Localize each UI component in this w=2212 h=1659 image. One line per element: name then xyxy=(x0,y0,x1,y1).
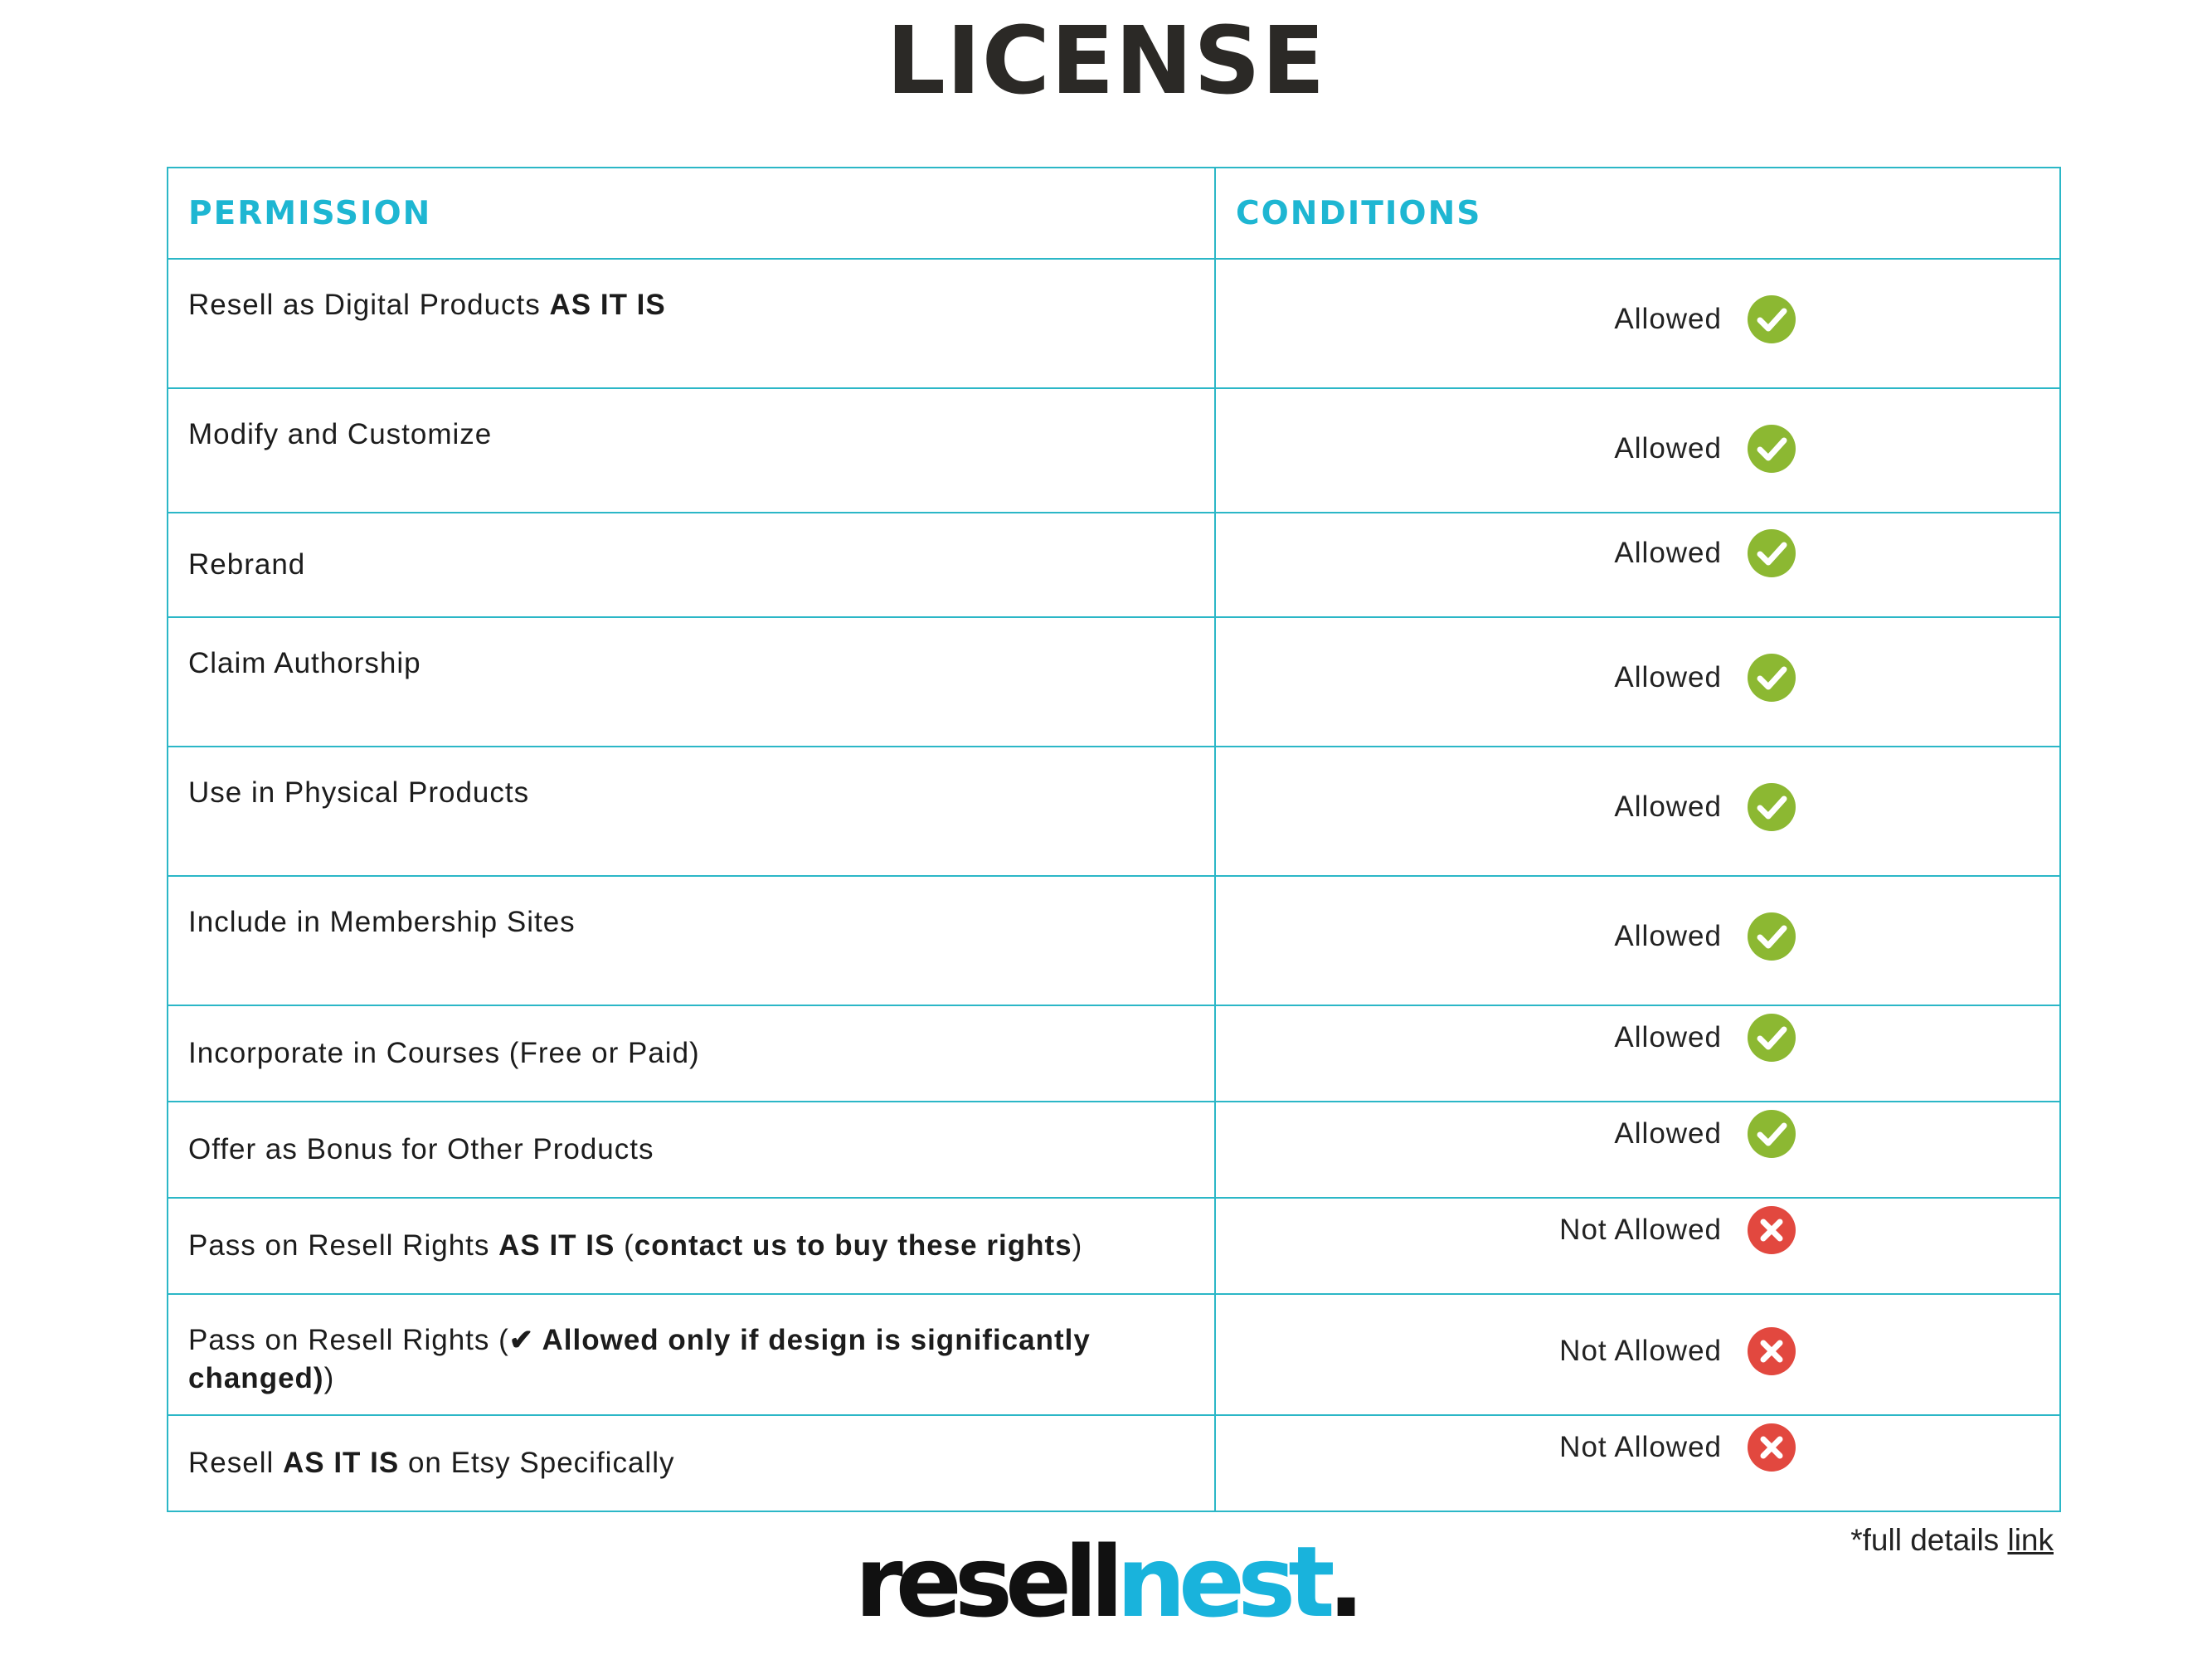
check-circle-icon xyxy=(1747,528,1796,578)
table-row xyxy=(168,388,2060,513)
condition-status-text: Allowed xyxy=(1614,537,1722,569)
permission-text: Offer as Bonus for Other Products xyxy=(188,1133,654,1165)
permission-text: ) xyxy=(323,1362,335,1394)
permission-text: ) xyxy=(1072,1229,1083,1262)
table-row xyxy=(168,876,2060,1005)
table-row xyxy=(168,1198,2060,1294)
conditions-header: CONDITIONS xyxy=(1215,168,2060,259)
condition-cell xyxy=(1215,617,2060,747)
table-row xyxy=(168,1102,2060,1198)
table-row xyxy=(168,259,2060,388)
permission-text: Pass on Resell Rights xyxy=(188,1229,499,1262)
full-details-link[interactable]: link xyxy=(2007,1523,2054,1557)
logo-part-nest: nest xyxy=(1116,1525,1328,1639)
condition-status-text: Not Allowed xyxy=(1559,1335,1722,1367)
condition-cell xyxy=(1215,1005,2060,1102)
condition-cell xyxy=(1215,259,2060,388)
condition-cell xyxy=(1215,1294,2060,1415)
table-body xyxy=(168,259,2060,1511)
permission-cell xyxy=(168,876,1215,1005)
brand-logo xyxy=(0,1525,2212,1639)
condition-status-text: Allowed xyxy=(1614,303,1722,335)
condition-cell xyxy=(1215,876,2060,1005)
permission-text: Resell xyxy=(188,1447,283,1479)
permission-cell xyxy=(168,1198,1215,1294)
condition-content xyxy=(1216,294,2059,344)
permission-text-bold: contact us to buy these rights xyxy=(634,1229,1072,1262)
table-row xyxy=(168,1005,2060,1102)
condition-status-text: Not Allowed xyxy=(1559,1214,1722,1246)
condition-content xyxy=(1216,653,2059,703)
permission-text-bold: ✔ Allowed only if design is significantly changed) xyxy=(188,1324,1091,1394)
check-circle-icon xyxy=(1747,653,1796,703)
condition-content xyxy=(1216,782,2059,832)
x-circle-icon xyxy=(1747,1326,1796,1376)
condition-content xyxy=(1216,1109,2059,1159)
permission-cell xyxy=(168,1415,1215,1511)
check-circle-icon xyxy=(1747,424,1796,474)
footnote-prefix: *full details xyxy=(1850,1523,2008,1557)
condition-cell xyxy=(1215,513,2060,617)
x-circle-icon xyxy=(1747,1205,1796,1255)
permission-text: Include in Membership Sites xyxy=(188,906,576,938)
condition-status-text: Allowed xyxy=(1614,791,1722,823)
check-circle-icon xyxy=(1747,1109,1796,1159)
condition-content xyxy=(1216,1205,2059,1255)
permission-text-bold: AS IT IS xyxy=(498,1229,615,1262)
page-title: LICENSE xyxy=(886,7,1326,115)
condition-content xyxy=(1216,912,2059,961)
condition-status-text: Allowed xyxy=(1614,1021,1722,1053)
condition-cell xyxy=(1215,1415,2060,1511)
permission-cell xyxy=(168,617,1215,747)
condition-cell xyxy=(1215,1198,2060,1294)
permission-cell xyxy=(168,388,1215,513)
condition-content xyxy=(1216,1013,2059,1063)
condition-status-text: Allowed xyxy=(1614,920,1722,952)
permission-cell xyxy=(168,747,1215,876)
table-row xyxy=(168,747,2060,876)
permission-text: ( xyxy=(615,1229,634,1262)
table-row xyxy=(168,1415,2060,1511)
condition-content xyxy=(1216,1326,2059,1376)
license-table xyxy=(167,167,2061,1512)
permission-text: Rebrand xyxy=(188,548,306,581)
table-row xyxy=(168,1294,2060,1415)
permission-text-bold: AS IT IS xyxy=(282,1447,400,1479)
condition-content xyxy=(1216,424,2059,474)
check-circle-icon xyxy=(1747,782,1796,832)
permission-text: Claim Authorship xyxy=(188,647,421,679)
permission-text: Incorporate in Courses (Free or Paid) xyxy=(188,1037,700,1069)
logo-part-resell: resell xyxy=(854,1525,1116,1639)
permission-cell xyxy=(168,513,1215,617)
permission-cell xyxy=(168,259,1215,388)
check-circle-icon xyxy=(1747,1013,1796,1063)
check-circle-icon xyxy=(1747,912,1796,961)
permission-cell xyxy=(168,1294,1215,1415)
permission-text: Use in Physical Products xyxy=(188,776,530,809)
condition-status-text: Allowed xyxy=(1614,1117,1722,1150)
condition-status-text: Allowed xyxy=(1614,661,1722,693)
logo-dot: . xyxy=(1327,1525,1358,1639)
permission-header: PERMISSION xyxy=(168,168,1215,259)
table-header-row xyxy=(168,168,2060,259)
permission-cell xyxy=(168,1102,1215,1198)
table-row xyxy=(168,513,2060,617)
condition-content xyxy=(1216,528,2059,578)
x-circle-icon xyxy=(1747,1423,1796,1472)
permission-text: Resell as Digital Products xyxy=(188,289,550,321)
condition-cell xyxy=(1215,747,2060,876)
permission-text: on Etsy Specifically xyxy=(399,1447,675,1479)
table-row xyxy=(168,617,2060,747)
check-circle-icon xyxy=(1747,294,1796,344)
permission-text: Modify and Customize xyxy=(188,418,493,450)
permission-text: Pass on Resell Rights ( xyxy=(188,1324,509,1356)
condition-status-text: Not Allowed xyxy=(1559,1431,1722,1463)
condition-status-text: Allowed xyxy=(1614,432,1722,465)
condition-cell xyxy=(1215,388,2060,513)
condition-cell xyxy=(1215,1102,2060,1198)
condition-content xyxy=(1216,1423,2059,1472)
permission-cell xyxy=(168,1005,1215,1102)
permission-text-bold: AS IT IS xyxy=(549,289,666,321)
